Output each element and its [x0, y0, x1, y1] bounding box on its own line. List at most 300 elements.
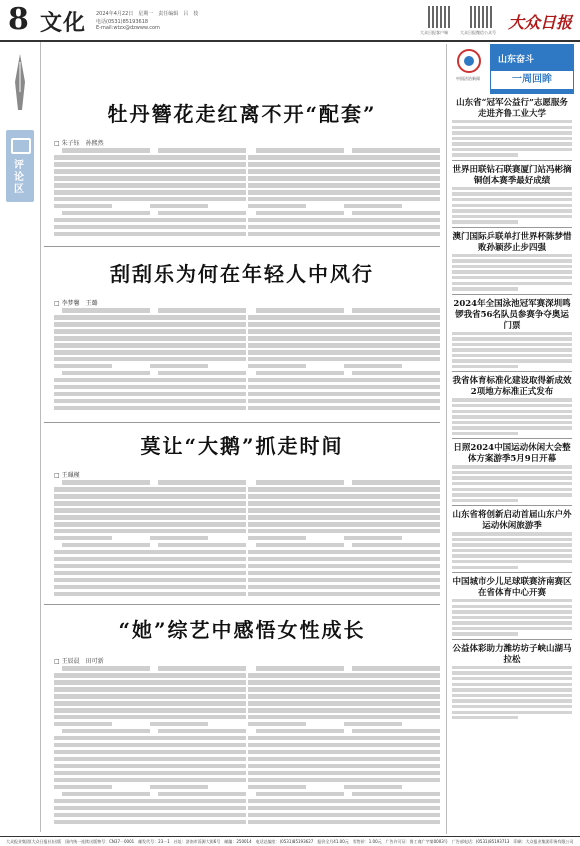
text-line	[256, 211, 344, 216]
text-line	[248, 406, 344, 411]
text-line	[452, 699, 572, 702]
text-line	[248, 515, 344, 520]
text-line	[352, 666, 440, 671]
text-line	[352, 729, 440, 734]
brief-list	[452, 98, 572, 722]
text-line	[150, 190, 246, 195]
text-line	[344, 343, 440, 348]
text-line	[248, 673, 344, 678]
text-line	[150, 204, 208, 209]
text-line	[452, 209, 572, 212]
text-line	[158, 729, 246, 734]
text-line	[62, 211, 150, 216]
text-line	[344, 392, 440, 397]
text-line	[248, 764, 344, 769]
article-1-byline: □ 朱子钰 孙熙然	[54, 140, 104, 147]
text-line	[158, 371, 246, 376]
text-line	[150, 176, 246, 181]
text-line	[452, 131, 572, 134]
text-line	[62, 480, 150, 485]
text-line	[344, 225, 440, 230]
text-line	[54, 687, 150, 692]
text-line	[452, 220, 518, 223]
logo-label: 中国法治新闻	[456, 76, 480, 81]
text-line	[344, 687, 440, 692]
text-line	[248, 799, 344, 804]
text-line	[452, 398, 572, 401]
text-line	[452, 671, 572, 674]
text-line	[344, 169, 440, 174]
article-text-column	[344, 308, 440, 418]
text-line	[54, 771, 150, 776]
text-line	[344, 494, 440, 499]
text-line	[344, 357, 440, 362]
text-line	[452, 365, 518, 368]
text-line	[344, 176, 440, 181]
brief-divider	[452, 639, 572, 640]
text-line	[248, 522, 344, 527]
text-line	[150, 336, 246, 341]
text-line	[248, 183, 344, 188]
text-line	[452, 415, 572, 418]
text-line	[344, 694, 440, 699]
text-line	[248, 743, 344, 748]
text-line	[62, 308, 150, 313]
text-line	[54, 571, 150, 576]
text-line	[54, 169, 150, 174]
article-divider	[44, 604, 440, 605]
text-line	[452, 621, 572, 624]
text-line	[248, 585, 344, 590]
text-line	[248, 592, 344, 597]
text-line	[62, 729, 150, 734]
article-text-column	[344, 480, 440, 600]
text-line	[54, 350, 150, 355]
text-line	[352, 211, 440, 216]
text-line	[150, 687, 246, 692]
article-text-column	[150, 148, 246, 242]
text-line	[150, 197, 246, 202]
text-line	[150, 708, 246, 713]
text-line	[452, 404, 572, 407]
text-line	[248, 529, 344, 534]
text-line	[54, 487, 150, 492]
text-line	[452, 705, 572, 708]
text-line	[54, 806, 150, 811]
brief-divider	[452, 505, 572, 506]
text-line	[54, 315, 150, 320]
text-line	[54, 501, 150, 506]
text-line	[54, 680, 150, 685]
text-line	[150, 536, 208, 541]
brief-title: 公益体彩助力潍坊坊子峡山湖马拉松	[452, 643, 572, 665]
text-line	[344, 571, 440, 576]
text-line	[248, 806, 344, 811]
text-line	[344, 820, 440, 825]
text-line	[248, 357, 344, 362]
text-line	[248, 785, 306, 790]
text-line	[452, 354, 572, 357]
text-line	[54, 736, 150, 741]
page-number: 8	[8, 2, 29, 37]
brief-body	[452, 398, 572, 435]
brief-item	[452, 299, 572, 373]
text-line	[452, 554, 572, 557]
text-line	[54, 592, 150, 597]
text-line	[344, 757, 440, 762]
text-line	[54, 364, 112, 369]
text-line	[150, 399, 246, 404]
text-line	[158, 211, 246, 216]
text-line	[248, 536, 306, 541]
article-4-headline: “她”综艺中感悟女性成长	[118, 618, 366, 642]
text-line	[248, 736, 344, 741]
text-line	[248, 701, 344, 706]
text-line	[344, 680, 440, 685]
text-line	[54, 197, 150, 202]
text-line	[344, 515, 440, 520]
text-line	[352, 792, 440, 797]
text-line	[452, 287, 518, 290]
brief-item	[452, 644, 572, 720]
text-line	[344, 806, 440, 811]
text-line	[150, 722, 208, 727]
text-line	[54, 225, 150, 230]
text-line	[344, 336, 440, 341]
text-line	[150, 806, 246, 811]
text-line	[452, 605, 572, 608]
text-line	[150, 592, 246, 597]
text-line	[248, 329, 344, 334]
text-line	[150, 508, 246, 513]
text-line	[352, 308, 440, 313]
text-line	[452, 632, 518, 635]
text-line	[54, 564, 150, 569]
text-line	[344, 232, 440, 237]
text-line	[352, 371, 440, 376]
text-line	[248, 392, 344, 397]
text-line	[54, 494, 150, 499]
text-line	[352, 148, 440, 153]
text-line	[344, 592, 440, 597]
brief-divider	[452, 160, 572, 161]
brief-body	[452, 120, 572, 157]
text-line	[54, 743, 150, 748]
text-line	[248, 385, 344, 390]
text-line	[344, 799, 440, 804]
brief-title: 2024年全国泳池冠军赛深圳鸣锣我省56名队员参赛争夺奥运门票	[453, 298, 571, 331]
brief-body	[452, 254, 572, 291]
text-line	[158, 666, 246, 671]
newspaper-name: 大众日报	[508, 13, 573, 32]
text-line	[452, 276, 572, 279]
brief-body	[452, 532, 572, 569]
text-line	[256, 792, 344, 797]
text-line	[344, 406, 440, 411]
text-line	[452, 627, 572, 630]
text-line	[452, 493, 572, 496]
brief-title: 世界田联钻石联赛厦门站冯彬摘铜创本赛季最好成绩	[452, 164, 572, 186]
text-line	[54, 162, 150, 167]
text-line	[54, 799, 150, 804]
text-line	[158, 792, 246, 797]
text-line	[344, 778, 440, 783]
text-line	[248, 197, 344, 202]
text-line	[150, 487, 246, 492]
brief-item	[452, 165, 572, 228]
text-line	[344, 673, 440, 678]
text-line	[150, 778, 246, 783]
text-line	[452, 599, 572, 602]
text-line	[54, 343, 150, 348]
text-line	[256, 480, 344, 485]
brief-divider	[452, 371, 572, 372]
text-line	[452, 476, 572, 479]
text-line	[452, 488, 572, 491]
text-line	[62, 666, 150, 671]
article-text-column	[54, 148, 150, 242]
article-1-headline: 牡丹簪花走红离不开“配套”	[107, 102, 377, 126]
text-line	[54, 701, 150, 706]
article-text-column	[248, 148, 344, 242]
text-line	[54, 757, 150, 762]
article-text-column	[248, 308, 344, 418]
text-line	[62, 792, 150, 797]
text-line	[150, 162, 246, 167]
text-line	[452, 683, 572, 686]
text-line	[452, 677, 572, 680]
text-line	[54, 183, 150, 188]
text-line	[248, 550, 344, 555]
text-line	[344, 329, 440, 334]
text-line	[248, 564, 344, 569]
text-line	[54, 529, 150, 534]
text-line	[150, 785, 208, 790]
email-line: E-mail:wtzx@dzwww.com	[96, 25, 160, 31]
text-line	[248, 155, 344, 160]
text-line	[344, 585, 440, 590]
text-line	[452, 215, 572, 218]
text-line	[452, 716, 518, 719]
text-line	[452, 610, 572, 613]
text-line	[150, 529, 246, 534]
text-line	[344, 701, 440, 706]
brief-divider	[452, 227, 572, 228]
banner-bottom-box	[490, 70, 574, 90]
text-line	[150, 169, 246, 174]
text-line	[452, 482, 572, 485]
text-line	[452, 265, 572, 268]
text-line	[248, 176, 344, 181]
text-line	[452, 192, 572, 195]
text-line	[452, 148, 572, 151]
text-line	[54, 392, 150, 397]
text-line	[54, 550, 150, 555]
text-line	[344, 190, 440, 195]
text-line	[150, 799, 246, 804]
brief-item	[452, 376, 572, 439]
text-line	[54, 722, 112, 727]
text-line	[150, 350, 246, 355]
text-line	[256, 543, 344, 548]
text-line	[452, 254, 572, 257]
text-line	[344, 785, 402, 790]
brief-body	[452, 465, 572, 502]
text-line	[344, 557, 440, 562]
article-3-byline: □ 王珮槿	[54, 472, 80, 479]
text-line	[150, 357, 246, 362]
date-line: 2024年4月22日 星期一 责任编辑 吕 枝	[96, 11, 199, 17]
text-line	[54, 378, 150, 383]
text-line	[150, 736, 246, 741]
text-line	[150, 764, 246, 769]
text-line	[344, 508, 440, 513]
text-line	[248, 487, 344, 492]
text-line	[452, 359, 572, 362]
text-line	[248, 190, 344, 195]
text-line	[158, 308, 246, 313]
text-line	[452, 282, 572, 285]
text-line	[344, 529, 440, 534]
text-line	[248, 757, 344, 762]
text-line	[344, 155, 440, 160]
text-line	[452, 337, 572, 340]
text-line	[344, 162, 440, 167]
text-line	[344, 204, 402, 209]
text-line	[248, 508, 344, 513]
text-line	[150, 757, 246, 762]
text-line	[150, 694, 246, 699]
text-line	[150, 392, 246, 397]
text-line	[54, 715, 150, 720]
text-line	[452, 187, 572, 190]
text-line	[54, 385, 150, 390]
text-line	[452, 532, 572, 535]
text-line	[344, 364, 402, 369]
article-text-column	[248, 480, 344, 600]
text-line	[452, 666, 572, 669]
text-line	[62, 371, 150, 376]
text-line	[452, 153, 518, 156]
text-line	[452, 270, 572, 273]
text-line	[150, 564, 246, 569]
text-line	[54, 557, 150, 562]
text-line	[352, 543, 440, 548]
brief-title: 山东省“冠军公益行”志愿服务走进齐鲁工业大学	[456, 98, 568, 119]
page-footer: 大众报业集团(大众日报社)出版 国内统一连续出版物号：CN37－0001 邮发代号：23－1 社址：济南市泺源大街6号 邮编：250014 电话总编室：(0531)85193627 报价全月41.00元 零售价：1.00元 广告许可证：鲁工商广字第0003号 广告部电话：(0531)85193713 印刷：大众报业集团印务有限公司	[0, 836, 580, 846]
text-line	[344, 183, 440, 188]
text-line	[452, 198, 572, 201]
text-line	[150, 701, 246, 706]
text-line	[452, 410, 572, 413]
text-line	[452, 332, 572, 335]
text-line	[54, 813, 150, 818]
text-line	[248, 494, 344, 499]
text-line	[54, 155, 150, 160]
text-line	[248, 204, 306, 209]
brief-divider	[452, 438, 572, 439]
text-line	[150, 550, 246, 555]
text-line	[248, 813, 344, 818]
text-line	[248, 218, 344, 223]
text-line	[256, 371, 344, 376]
text-line	[248, 343, 344, 348]
text-line	[150, 673, 246, 678]
text-line	[248, 364, 306, 369]
text-line	[150, 771, 246, 776]
text-line	[54, 322, 150, 327]
text-line	[248, 225, 344, 230]
banner-bottom-text: 一周回眸	[512, 74, 552, 85]
text-line	[452, 543, 572, 546]
text-line	[248, 694, 344, 699]
text-line	[150, 820, 246, 825]
text-line	[344, 550, 440, 555]
text-line	[62, 543, 150, 548]
text-line	[344, 813, 440, 818]
text-line	[352, 480, 440, 485]
text-line	[150, 743, 246, 748]
text-line	[248, 578, 344, 583]
text-line	[248, 680, 344, 685]
text-line	[344, 708, 440, 713]
text-line	[344, 578, 440, 583]
text-line	[344, 764, 440, 769]
text-line	[158, 148, 246, 153]
text-line	[452, 126, 572, 129]
text-line	[54, 778, 150, 783]
text-line	[54, 673, 150, 678]
text-line	[54, 585, 150, 590]
fountain-pen-icon	[10, 52, 30, 112]
text-line	[54, 764, 150, 769]
text-line	[150, 343, 246, 348]
text-line	[344, 218, 440, 223]
text-line	[150, 494, 246, 499]
text-line	[150, 515, 246, 520]
text-line	[248, 399, 344, 404]
article-divider	[44, 246, 440, 247]
article-divider	[44, 422, 440, 423]
text-line	[452, 711, 572, 714]
text-line	[344, 501, 440, 506]
text-line	[54, 232, 150, 237]
text-line	[452, 142, 572, 145]
text-line	[452, 499, 518, 502]
text-line	[344, 536, 402, 541]
text-line	[54, 357, 150, 362]
text-line	[344, 378, 440, 383]
text-line	[256, 729, 344, 734]
text-line	[54, 708, 150, 713]
text-line	[248, 771, 344, 776]
text-line	[452, 549, 572, 552]
text-line	[452, 426, 572, 429]
article-text-column	[54, 480, 150, 600]
section-title: 文化	[40, 10, 87, 36]
text-line	[248, 571, 344, 576]
text-line	[344, 350, 440, 355]
text-line	[54, 578, 150, 583]
text-line	[54, 694, 150, 699]
text-line	[150, 232, 246, 237]
text-line	[150, 501, 246, 506]
brief-item	[452, 232, 572, 295]
qr-right-label: 大众日报微信公众号	[460, 30, 496, 35]
brief-item	[452, 577, 572, 640]
text-line	[452, 465, 572, 468]
text-line	[150, 155, 246, 160]
